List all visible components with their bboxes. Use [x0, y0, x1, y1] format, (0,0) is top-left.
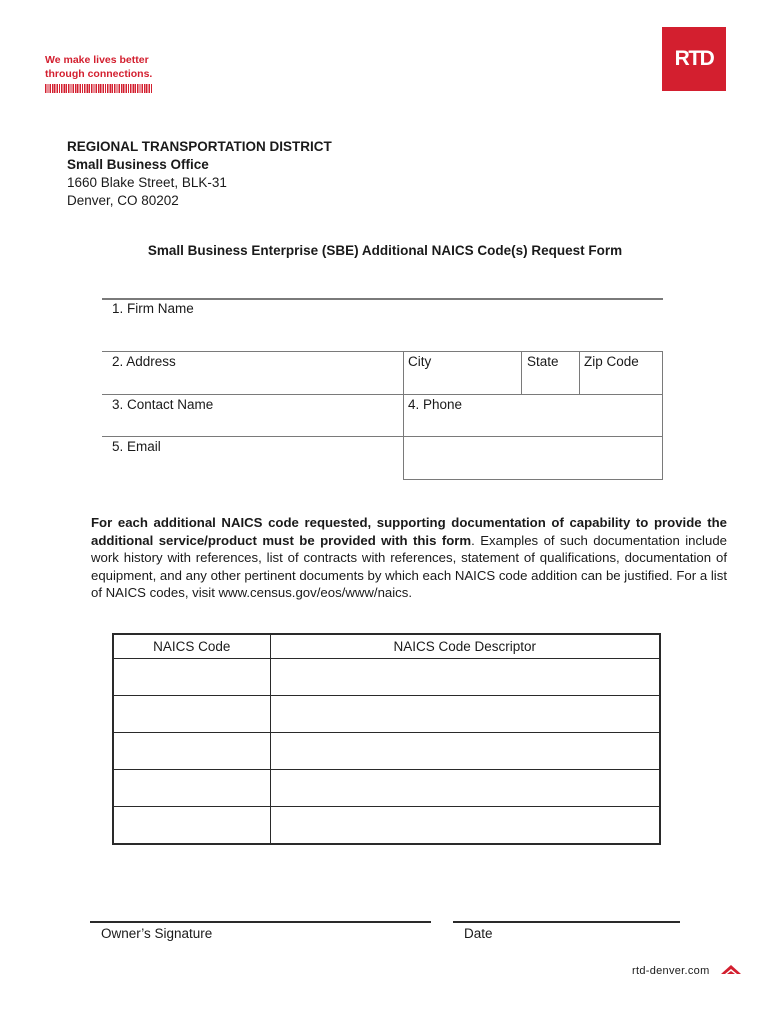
table-row	[113, 770, 660, 807]
naics-code-cell[interactable]	[113, 733, 270, 770]
city-field[interactable]: City	[408, 354, 432, 369]
email-field[interactable]: 5. Email	[112, 439, 161, 454]
grid-line-2	[102, 394, 663, 395]
organization-address-block	[67, 138, 332, 210]
naics-code-cell[interactable]	[113, 659, 270, 696]
instructions-rest: . Examples of such documentation include work history with references, list of contracts with references, statement of qualifications, documentation of equipment, and any other pertinent documents by which each NAICS code addition can be justified. For a list of NAICS codes, visit www.census.gov/eos/www/naics.	[91, 532, 727, 600]
tagline-stripe-bar	[45, 84, 153, 93]
street-address: 1660 Blake Street, BLK-31	[67, 175, 227, 190]
table-row	[113, 659, 660, 696]
instructions-paragraph	[91, 514, 727, 602]
owner-signature-line[interactable]	[90, 921, 431, 923]
naics-code-header: NAICS Code	[113, 634, 270, 659]
grid-top-line	[102, 298, 663, 300]
naics-descriptor-cell[interactable]	[270, 659, 660, 696]
owner-signature-label: Owner’s Signature	[101, 926, 213, 941]
tagline	[45, 53, 155, 81]
form-title: Small Business Enterprise (SBE) Additional NAICS Code(s) Request Form	[147, 243, 623, 258]
naics-code-cell[interactable]	[113, 696, 270, 733]
footer-url: rtd-denver.com	[632, 965, 710, 977]
organization-name: REGIONAL TRANSPORTATION DISTRICT	[67, 139, 332, 154]
contact-name-field[interactable]: 3. Contact Name	[112, 397, 214, 412]
grid-line-3	[102, 436, 663, 437]
naics-code-table	[112, 633, 661, 845]
firm-name-field[interactable]: 1. Firm Name	[112, 301, 194, 316]
naics-code-cell[interactable]	[113, 807, 270, 845]
phone-field[interactable]: 4. Phone	[408, 397, 463, 412]
rtd-logo	[662, 27, 726, 91]
table-row	[113, 733, 660, 770]
date-label: Date	[464, 926, 493, 941]
grid-divider-state	[521, 351, 522, 394]
rtd-mark-icon	[720, 963, 742, 975]
rtd-logo-text: RTD	[674, 47, 714, 70]
naics-descriptor-cell[interactable]	[270, 807, 660, 845]
date-line[interactable]	[453, 921, 680, 923]
naics-descriptor-cell[interactable]	[270, 770, 660, 807]
contact-info-grid	[102, 298, 663, 480]
grid-divider-city	[403, 351, 404, 480]
naics-table-header-row	[113, 634, 660, 659]
city-state-zip: Denver, CO 80202	[67, 193, 179, 208]
naics-descriptor-header: NAICS Code Descriptor	[270, 634, 660, 659]
tagline-line-2: through connections.	[45, 68, 153, 80]
instructions-bold: For each additional NAICS code requested, supporting documentation of capability to provide the additional service/product must be provided with this form	[91, 515, 727, 548]
grid-right-edge	[662, 351, 663, 480]
tagline-line-1: We make lives better	[45, 54, 149, 66]
grid-bottom-line	[403, 479, 663, 480]
table-row	[113, 696, 660, 733]
naics-descriptor-cell[interactable]	[270, 696, 660, 733]
grid-divider-zip	[579, 351, 580, 394]
naics-descriptor-cell[interactable]	[270, 733, 660, 770]
table-row	[113, 807, 660, 845]
address-field[interactable]: 2. Address	[112, 354, 176, 369]
naics-code-cell[interactable]	[113, 770, 270, 807]
zip-code-field[interactable]: Zip Code	[584, 354, 639, 369]
office-name: Small Business Office	[67, 157, 209, 172]
state-field[interactable]: State	[527, 354, 559, 369]
